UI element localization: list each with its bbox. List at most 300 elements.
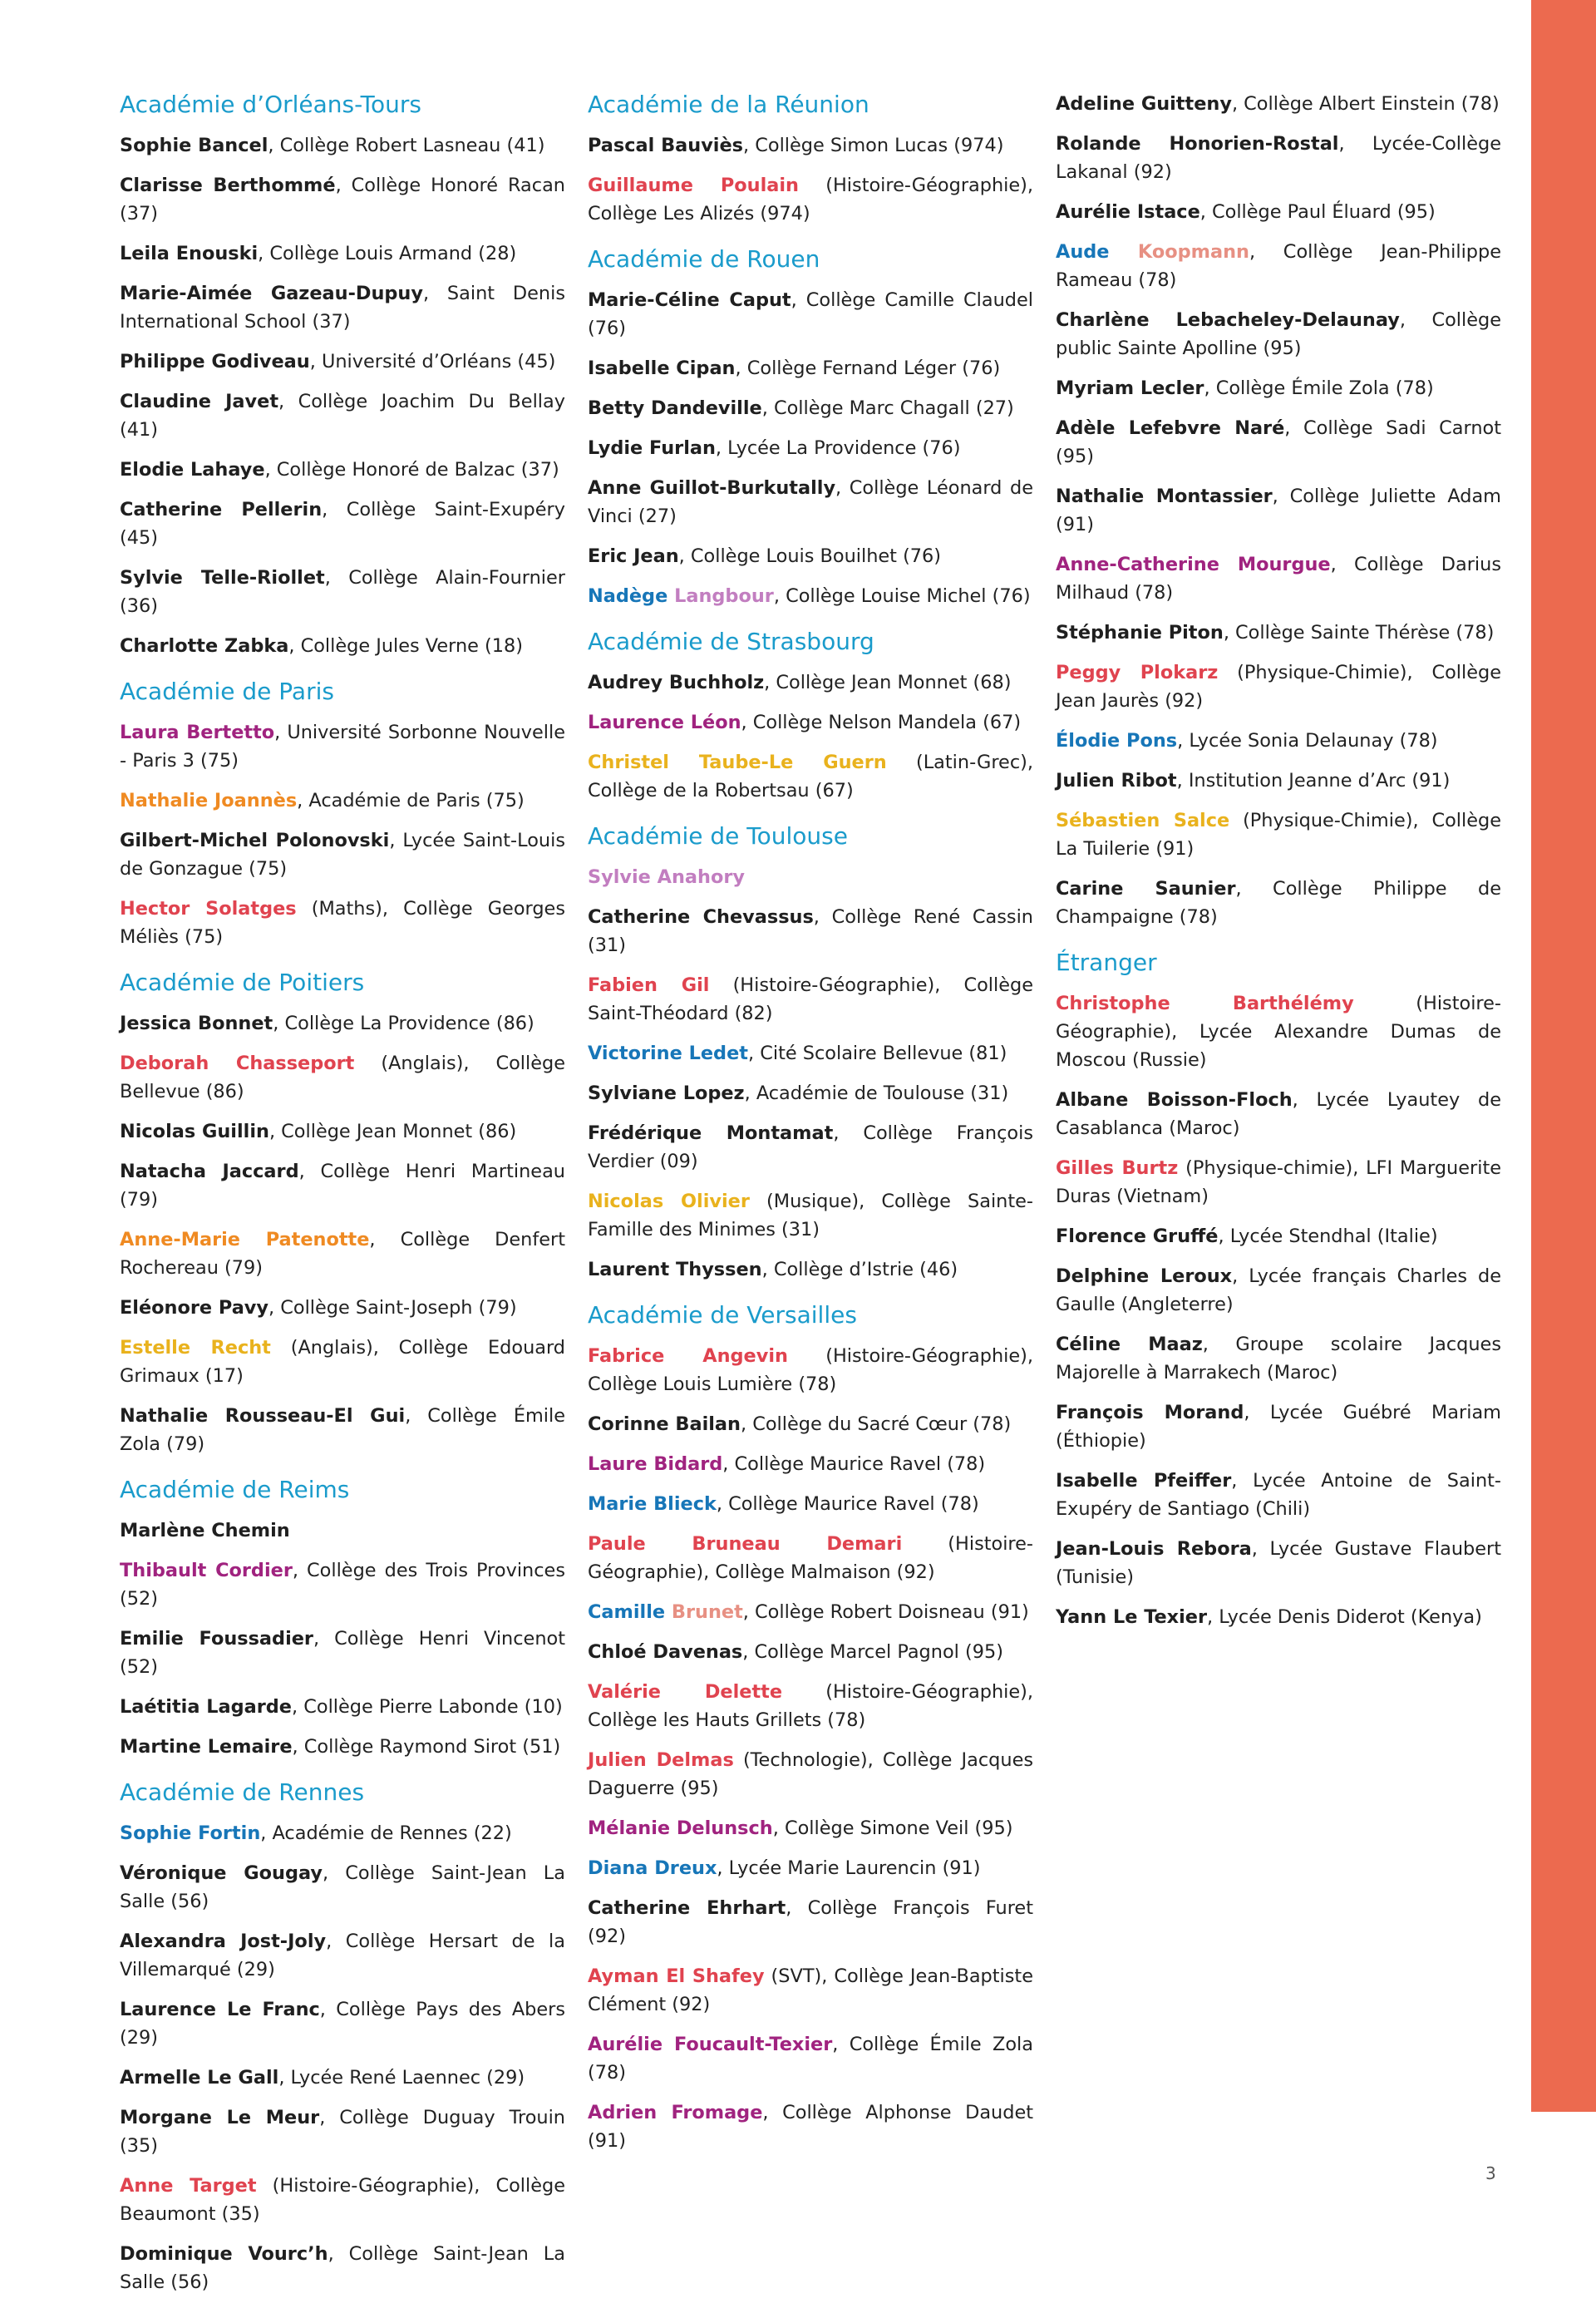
member-entry	[588, 1678, 1033, 1734]
member-name: Fabrice Angevin	[588, 1345, 788, 1367]
member-name: Pascal Bauviès	[588, 135, 743, 156]
member-affiliation: , Collège Saint-Exupéry (45)	[120, 499, 565, 549]
section-heading: Académie de Poitiers	[120, 969, 365, 996]
column-3	[1056, 90, 1501, 1648]
member-affiliation: (Musique), Collège Sainte-Famille des Minimes (31)	[588, 1191, 1033, 1240]
member-entry	[1056, 198, 1501, 226]
member-affiliation: , Collège Camille Claudel (76)	[588, 289, 1033, 339]
member-entry	[1056, 806, 1501, 863]
member-name: Victorine Ledet	[588, 1043, 748, 1064]
member-name: Charlotte Zabka	[120, 635, 289, 657]
member-affiliation: , Université Sorbonne Nouvelle - Paris 3 (75)	[120, 722, 565, 772]
member-affiliation: , Collège Émile Zola (78)	[1204, 377, 1434, 399]
member-name: Hector Solatges	[120, 898, 297, 920]
member-name: Adeline Guitteny	[1056, 93, 1232, 115]
member-entry	[120, 1995, 565, 2052]
member-affiliation: , Lycée La Providence (76)	[715, 437, 961, 459]
member-entry	[1056, 875, 1501, 931]
member-affiliation: (Histoire-Géographie), Collège Beaumont (35)	[120, 2175, 565, 2225]
member-affiliation: , Académie de Toulouse (31)	[744, 1083, 1009, 1104]
member-entry	[120, 2064, 565, 2092]
member-entry	[120, 1009, 565, 1038]
member-name: Gilbert-Michel Polonovski	[120, 830, 390, 851]
member-entry	[1056, 482, 1501, 539]
member-affiliation: , Collège Jean Monnet (68)	[764, 672, 1012, 693]
section-etranger	[1056, 948, 1501, 1631]
member-name: Marie Blieck	[588, 1493, 717, 1515]
member-affiliation: , Collège Alphonse Daudet (91)	[588, 2102, 1034, 2152]
section-academie-de-poitiers	[120, 968, 565, 1458]
member-affiliation: (Histoire-Géographie), Collège Saint-Théodard (82)	[588, 974, 1033, 1024]
member-affiliation: , Collège Juliette Adam (91)	[1056, 486, 1501, 535]
member-entry	[120, 1733, 565, 1761]
member-name: Morgane Le Meur	[120, 2107, 320, 2128]
member-entry	[588, 394, 1033, 422]
member-name: Laétitia Lagarde	[120, 1696, 292, 1718]
member-entry	[120, 632, 565, 660]
member-name: Laurence Léon	[588, 712, 741, 733]
member-entry	[1056, 306, 1501, 362]
member-entry	[588, 1814, 1033, 1842]
member-affiliation: , Collège Émile Zola (79)	[120, 1405, 565, 1455]
member-affiliation: (Histoire-Géographie), Collège Malmaison (92)	[588, 1533, 1034, 1583]
member-entry	[588, 131, 1033, 160]
member-name: Julien Ribot	[1056, 770, 1177, 792]
member-name: Véronique Gougay	[120, 1862, 323, 1884]
member-entry	[588, 1598, 1033, 1626]
member-affiliation: , Collège Léonard de Vinci (27)	[588, 477, 1033, 527]
member-entry	[588, 1638, 1033, 1666]
section-academie-de-rennes	[120, 1778, 565, 2296]
member-name: Deborah Chasseport	[120, 1053, 355, 1074]
member-entry	[120, 787, 565, 815]
member-affiliation: , Collège François Verdier (09)	[588, 1122, 1034, 1172]
member-entry	[1056, 658, 1501, 715]
member-affiliation: (Histoire-Géographie), Collège Les Alizés (974)	[588, 175, 1033, 224]
member-entry	[120, 1625, 565, 1681]
member-affiliation: (Histoire-Géographie), Lycée Alexandre Dumas de Moscou (Russie)	[1056, 993, 1501, 1071]
member-name: Sylvie Anahory	[588, 866, 745, 888]
member-name: Catherine Ehrhart	[588, 1897, 786, 1919]
member-name: Valérie Delette	[588, 1681, 783, 1703]
member-entry	[120, 1693, 565, 1721]
member-affiliation: , Collège Louise Michel (76)	[773, 585, 1031, 607]
member-name: Sophie Bancel	[120, 135, 268, 156]
member-affiliation: , Collège Duguay Trouin (35)	[120, 2107, 565, 2157]
member-entry	[1056, 1086, 1501, 1142]
member-name: Anne-Catherine Mourgue	[1056, 554, 1331, 575]
member-affiliation: , Lycée Saint-Louis de Gonzague (75)	[120, 830, 565, 880]
member-entry	[588, 748, 1033, 805]
member-affiliation: , Collège des Trois Provinces (52)	[120, 1560, 565, 1610]
member-name: Aude	[1056, 241, 1138, 263]
member-entry	[588, 354, 1033, 382]
member-entry	[120, 2103, 565, 2160]
member-entry	[588, 1187, 1033, 1244]
member-affiliation: , Collège Louis Bouilhet (76)	[678, 545, 942, 567]
member-entry	[588, 171, 1033, 228]
member-entry	[588, 1894, 1033, 1951]
member-affiliation: , Université d’Orléans (45)	[309, 351, 556, 372]
member-affiliation: , Collège Hersart de la Villemarqué (29)	[120, 1931, 565, 1980]
member-affiliation: , Collège Honoré Racan (37)	[120, 175, 565, 224]
member-name: Christel Taube-Le Guern	[588, 752, 887, 773]
member-affiliation: , Lycée Stendhal (Italie)	[1218, 1226, 1438, 1247]
member-affiliation: (Histoire-Géographie), Collège Louis Lumière (78)	[588, 1345, 1033, 1395]
member-entry	[588, 542, 1033, 570]
member-entry	[1056, 1154, 1501, 1211]
member-name: Peggy Plokarz	[1056, 662, 1219, 683]
member-name: Rolande Honorien-Rostal	[1056, 133, 1339, 155]
member-name: Brunet	[671, 1601, 743, 1623]
member-name: Anne Target	[120, 2175, 257, 2197]
member-affiliation: (SVT), Collège Jean-Baptiste Clément (92)	[588, 1965, 1033, 2015]
member-entry	[588, 474, 1033, 530]
member-affiliation: , Collège Jules Verne (18)	[288, 635, 524, 657]
member-entry	[588, 434, 1033, 462]
member-entry	[1056, 619, 1501, 647]
member-name: Florence Gruffé	[1056, 1226, 1219, 1247]
section-academie-de-reims	[120, 1475, 565, 1761]
member-affiliation: , Lycée Sonia Delaunay (78)	[1177, 730, 1438, 752]
member-name: Yann Le Texier	[1056, 1606, 1208, 1628]
member-name: Chloé Davenas	[588, 1641, 743, 1663]
member-affiliation: , Lycée Denis Diderot (Kenya)	[1207, 1606, 1482, 1628]
member-affiliation: , Collège La Providence (86)	[273, 1013, 534, 1034]
member-name: Mélanie Delunsch	[588, 1817, 773, 1839]
member-affiliation: , Collège Émile Zola (78)	[588, 2034, 1033, 2084]
section-heading: Académie de la Réunion	[588, 91, 869, 118]
member-entry	[120, 2240, 565, 2296]
member-affiliation: , Collège Nelson Mandela (67)	[741, 712, 1022, 733]
member-name: Laurence Le Franc	[120, 1999, 320, 2020]
member-entry	[120, 895, 565, 951]
member-affiliation: (Physique-chimie), LFI Marguerite Duras (Vietnam)	[1056, 1157, 1502, 1207]
member-name: Diana Dreux	[588, 1857, 717, 1879]
member-name: Camille	[588, 1601, 672, 1623]
member-name: Lydie Furlan	[588, 437, 716, 459]
member-entry	[120, 1157, 565, 1214]
member-entry	[1056, 1603, 1501, 1631]
member-name: Laure Bidard	[588, 1453, 723, 1475]
member-affiliation: , Lycée français Charles de Gaulle (Angleterre)	[1056, 1265, 1502, 1315]
member-entry	[1056, 1467, 1501, 1523]
member-affiliation: , Collège Darius Milhaud (78)	[1056, 554, 1501, 604]
member-name: Betty Dandeville	[588, 397, 762, 419]
member-affiliation: (Technologie), Collège Jacques Daguerre (95)	[588, 1749, 1034, 1799]
member-affiliation: , Collège Simon Lucas (974)	[743, 135, 1004, 156]
member-name: Marlène Chemin	[120, 1520, 290, 1541]
member-entry	[588, 1962, 1033, 2019]
member-name: Frédérique Montamat	[588, 1122, 834, 1144]
member-name: Isabelle Cipan	[588, 358, 736, 379]
member-affiliation: , Collège Raymond Sirot (51)	[292, 1736, 561, 1758]
member-name: Aurélie Istace	[1056, 201, 1200, 223]
member-affiliation: (Anglais), Collège Bellevue (86)	[120, 1053, 565, 1102]
member-name: Sophie Fortin	[120, 1822, 261, 1844]
member-affiliation: , Collège Maurice Ravel (78)	[722, 1453, 986, 1475]
member-entry	[120, 1556, 565, 1613]
member-entry	[1056, 1222, 1501, 1250]
member-affiliation: , Collège Saint-Jean La Salle (56)	[120, 2243, 565, 2293]
member-name: Isabelle Pfeiffer	[1056, 1470, 1232, 1492]
member-name: Fabien Gil	[588, 974, 710, 996]
section-heading: Académie de Paris	[120, 678, 334, 705]
section-academie-de-versailles	[588, 1300, 1033, 2155]
section-heading: Académie de Rennes	[120, 1778, 365, 1806]
member-entry	[588, 1039, 1033, 1068]
member-entry	[120, 1294, 565, 1322]
member-affiliation: (Histoire-Géographie), Collège les Hauts Grillets (78)	[588, 1681, 1033, 1731]
member-entry	[588, 1450, 1033, 1478]
member-affiliation: , Lycée Antoine de Saint-Exupéry de Santiago (Chili)	[1056, 1470, 1501, 1520]
member-entry	[1056, 374, 1501, 402]
member-name: Stéphanie Piton	[1056, 622, 1224, 644]
member-affiliation: , Collège Henri Martineau (79)	[120, 1161, 565, 1211]
section-heading: Académie de Versailles	[588, 1301, 857, 1329]
member-affiliation: , Collège Pierre Labonde (10)	[292, 1696, 563, 1718]
member-name: Guillaume Poulain	[588, 175, 799, 196]
member-entry	[120, 1819, 565, 1847]
member-affiliation: , Collège François Furet (92)	[588, 1897, 1033, 1947]
member-entry	[1056, 989, 1501, 1074]
member-name: Adèle Lefebvre Naré	[1056, 417, 1285, 439]
member-affiliation: , Collège d’Istrie (46)	[761, 1259, 958, 1280]
member-affiliation: (Physique-Chimie), Collège La Tuilerie (91)	[1056, 810, 1501, 860]
member-affiliation: , Cité Scolaire Bellevue (81)	[747, 1043, 1007, 1064]
member-name: Adrien Fromage	[588, 2102, 763, 2123]
member-affiliation: , Académie de Rennes (22)	[260, 1822, 512, 1844]
member-affiliation: , Institution Jeanne d’Arc (91)	[1176, 770, 1451, 792]
member-affiliation: , Collège Pays des Abers (29)	[120, 1999, 565, 2049]
member-entry	[1056, 1398, 1501, 1455]
member-name: Nathalie Rousseau-El Gui	[120, 1405, 406, 1427]
member-affiliation: , Collège Henri Vincenot (52)	[120, 1628, 565, 1678]
member-entry	[120, 564, 565, 620]
member-affiliation: , Collège Denfert Rochereau (79)	[120, 1229, 565, 1279]
page-number: 3	[1485, 2163, 1496, 2183]
member-name: Catherine Chevassus	[588, 906, 814, 928]
member-name: Aurélie Foucault-Texier	[588, 2034, 833, 2055]
member-name: Estelle Recht	[120, 1337, 271, 1359]
member-name: Julien Delmas	[588, 1749, 734, 1771]
member-name: Nathalie Joannès	[120, 790, 298, 811]
member-name: Martine Lemaire	[120, 1736, 293, 1758]
section-heading: Académie de Rouen	[588, 245, 820, 273]
side-color-band	[1531, 0, 1596, 2112]
member-name: Armelle Le Gall	[120, 2067, 279, 2089]
member-name: Gilles Burtz	[1056, 1157, 1179, 1179]
member-affiliation: , Lycée René Laennec (29)	[278, 2067, 525, 2089]
member-affiliation: (Physique-Chimie), Collège Jean Jaurès (92)	[1056, 662, 1501, 712]
member-affiliation: , Collège Philippe de Champaigne (78)	[1056, 878, 1501, 928]
member-name: Claudine Javet	[120, 391, 279, 412]
member-affiliation: , Groupe scolaire Jacques Majorelle à Marrakech (Maroc)	[1056, 1334, 1502, 1383]
member-entry	[120, 1402, 565, 1458]
section-academie-de-la-reunion	[588, 90, 1033, 228]
member-name: Jean-Louis Rebora	[1056, 1538, 1252, 1560]
member-name: Paule Bruneau Demari	[588, 1533, 903, 1555]
member-entry	[1056, 1262, 1501, 1319]
member-name: Nicolas Guillin	[120, 1121, 269, 1142]
member-affiliation: , Collège Marcel Pagnol (95)	[742, 1641, 1003, 1663]
section-academie-de-paris	[120, 677, 565, 951]
member-entry	[120, 387, 565, 444]
member-entry	[120, 239, 565, 268]
section-heading: Académie d’Orléans-Tours	[120, 91, 421, 118]
member-entry	[588, 1530, 1033, 1586]
member-entry	[588, 1342, 1033, 1398]
member-entry	[120, 718, 565, 775]
member-affiliation: , Collège Saint-Joseph (79)	[268, 1297, 517, 1319]
member-entry	[120, 1859, 565, 1916]
member-name: Alexandra Jost-Joly	[120, 1931, 327, 1952]
section-academie-d-orleans-tours	[120, 90, 565, 660]
member-name: Eric Jean	[588, 545, 679, 567]
section-heading: Académie de Strasbourg	[588, 628, 874, 655]
member-affiliation: , Collège Honoré de Balzac (37)	[264, 459, 559, 481]
member-entry	[1056, 1535, 1501, 1591]
member-name: Philippe Godiveau	[120, 351, 310, 372]
member-name: Nadège	[588, 585, 675, 607]
member-affiliation: , Lycée Gustave Flaubert (Tunisie)	[1056, 1538, 1501, 1588]
member-entry	[120, 171, 565, 228]
member-name: Leila Enouski	[120, 243, 259, 264]
member-entry	[120, 1226, 565, 1282]
member-entry	[588, 1410, 1033, 1438]
member-entry	[1056, 727, 1501, 755]
member-name: Jessica Bonnet	[120, 1013, 273, 1034]
member-affiliation: , Collège Robert Lasneau (41)	[268, 135, 545, 156]
member-affiliation: , Lycée-Collège Lakanal (92)	[1056, 133, 1501, 183]
member-entry	[588, 1490, 1033, 1518]
member-entry	[1056, 1330, 1501, 1387]
member-name: Thibault Cordier	[120, 1560, 293, 1581]
member-affiliation: , Collège Jean-Philippe Rameau (78)	[1056, 241, 1501, 291]
member-affiliation: , Collège Albert Einstein (78)	[1231, 93, 1500, 115]
member-entry	[120, 279, 565, 336]
section-heading: Académie de Reims	[120, 1476, 350, 1503]
section-academie-de-rouen	[588, 244, 1033, 610]
member-entry	[588, 2030, 1033, 2087]
member-name: Audrey Buchholz	[588, 672, 765, 693]
member-entry	[588, 1079, 1033, 1107]
member-affiliation: (Maths), Collège Georges Méliès (75)	[120, 898, 565, 948]
member-affiliation: , Collège du Sacré Cœur (78)	[740, 1413, 1012, 1435]
member-name: Marie-Aimée Gazeau-Dupuy	[120, 283, 423, 304]
member-entry	[120, 1117, 565, 1146]
member-entry	[588, 1255, 1033, 1284]
member-name: Anne-Marie Patenotte	[120, 1229, 370, 1250]
member-affiliation: (Latin-Grec), Collège de la Robertsau (67)	[588, 752, 1033, 801]
member-entry	[588, 286, 1033, 343]
member-entry	[1056, 414, 1501, 471]
member-entry	[120, 1517, 565, 1545]
member-affiliation: , Collège Sainte Thérèse (78)	[1223, 622, 1495, 644]
member-entry	[120, 2172, 565, 2228]
member-entry	[588, 971, 1033, 1028]
member-entry	[588, 2098, 1033, 2155]
member-entry	[1056, 550, 1501, 607]
member-name: Sylvie Telle-Riollet	[120, 567, 325, 589]
member-entry	[588, 668, 1033, 697]
member-name: Delphine Leroux	[1056, 1265, 1233, 1287]
member-entry	[120, 456, 565, 484]
member-entry	[588, 1746, 1033, 1803]
member-affiliation: , Collège Paul Éluard (95)	[1199, 201, 1436, 223]
member-entry	[120, 1927, 565, 1984]
member-name: Sébastien Salce	[1056, 810, 1230, 831]
member-entry	[588, 582, 1033, 610]
member-entry	[588, 863, 1033, 891]
section-heading: Académie de Toulouse	[588, 822, 848, 850]
member-affiliation: , Collège Simone Veil (95)	[772, 1817, 1013, 1839]
member-entry	[588, 1119, 1033, 1176]
member-entry	[1056, 238, 1501, 294]
member-name: Christophe Barthélémy	[1056, 993, 1354, 1014]
member-name: Laura Bertetto	[120, 722, 275, 743]
section-heading: Étranger	[1056, 949, 1157, 976]
member-entry	[1056, 130, 1501, 186]
member-name: Charlène Lebacheley-Delaunay	[1056, 309, 1400, 331]
member-name: Élodie Pons	[1056, 730, 1178, 752]
member-name: Ayman El Shafey	[588, 1965, 765, 1987]
member-name: Nicolas Olivier	[588, 1191, 750, 1212]
member-entry	[588, 903, 1033, 959]
member-affiliation: , Collège René Cassin (31)	[588, 906, 1033, 956]
member-affiliation: , Saint Denis International School (37)	[120, 283, 565, 333]
member-name: Marie-Céline Caput	[588, 289, 791, 311]
member-affiliation: , Collège Joachim Du Bellay (41)	[120, 391, 565, 441]
member-entry	[588, 708, 1033, 737]
member-affiliation: (Anglais), Collège Edouard Grimaux (17)	[120, 1337, 565, 1387]
member-affiliation: , Collège Maurice Ravel (78)	[716, 1493, 979, 1515]
member-name: Langbour	[674, 585, 774, 607]
member-entry	[120, 1049, 565, 1106]
member-affiliation: , Collège Fernand Léger (76)	[735, 358, 1001, 379]
member-name: Albane Boisson-Floch	[1056, 1089, 1293, 1111]
member-entry	[120, 131, 565, 160]
member-entry	[588, 1854, 1033, 1882]
member-affiliation: , Lycée Lyautey de Casablanca (Maroc)	[1056, 1089, 1501, 1139]
member-name: Elodie Lahaye	[120, 459, 265, 481]
section-continued	[1056, 90, 1501, 931]
member-affiliation: , Collège Louis Armand (28)	[258, 243, 517, 264]
section-academie-de-strasbourg	[588, 627, 1033, 805]
member-affiliation: , Lycée Guébré Mariam (Éthiopie)	[1056, 1402, 1501, 1452]
member-name: Natacha Jaccard	[120, 1161, 299, 1182]
member-name: Koopmann	[1137, 241, 1249, 263]
member-entry	[1056, 767, 1501, 795]
member-entry	[120, 348, 565, 376]
member-name: Myriam Lecler	[1056, 377, 1204, 399]
member-name: Catherine Pellerin	[120, 499, 323, 520]
member-name: Céline Maaz	[1056, 1334, 1203, 1355]
member-entry	[120, 1334, 565, 1390]
member-name: Nathalie Montassier	[1056, 486, 1273, 507]
member-name: Emilie Foussadier	[120, 1628, 313, 1650]
member-entry	[120, 826, 565, 883]
member-affiliation: , Collège Robert Doisneau (91)	[742, 1601, 1029, 1623]
member-name: Dominique Vourc’h	[120, 2243, 328, 2265]
section-academie-de-toulouse	[588, 821, 1033, 1284]
member-affiliation: , Collège public Sainte Apolline (95)	[1056, 309, 1501, 359]
member-affiliation: , Collège Jean Monnet (86)	[268, 1121, 517, 1142]
member-entry	[1056, 90, 1501, 118]
member-affiliation: , Académie de Paris (75)	[297, 790, 525, 811]
member-name: Carine Saunier	[1056, 878, 1236, 900]
member-affiliation: , Collège Saint-Jean La Salle (56)	[120, 1862, 565, 1912]
